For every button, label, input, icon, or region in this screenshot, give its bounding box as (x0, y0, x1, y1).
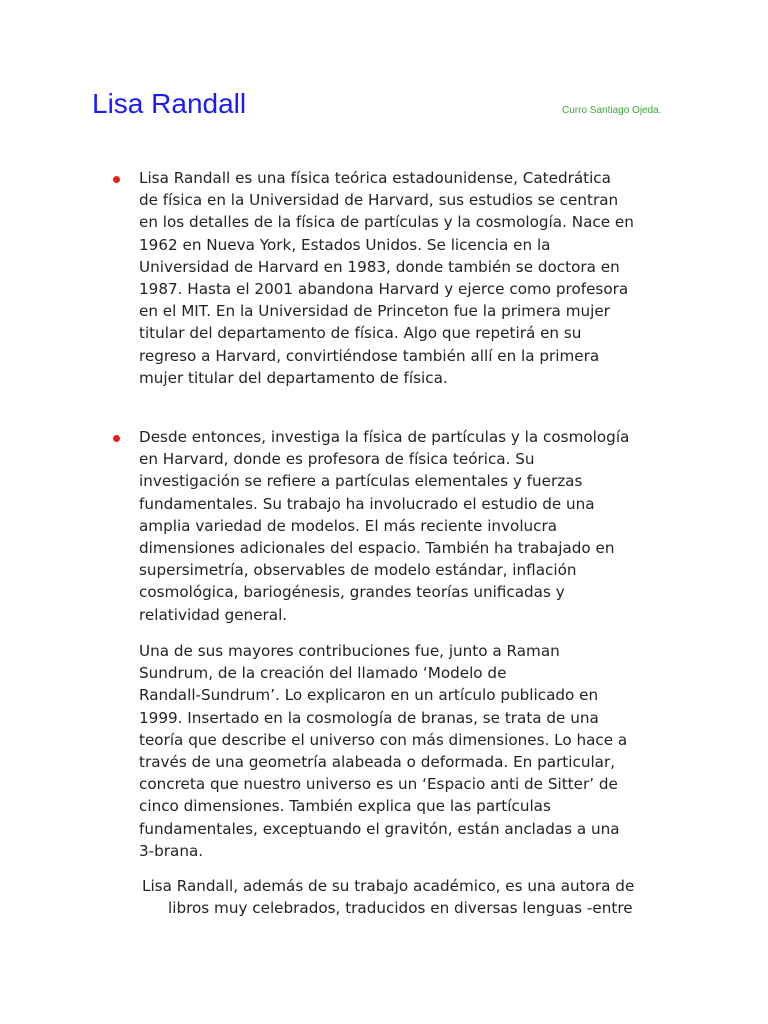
body-paragraph (139, 640, 627, 862)
text-line: amplia variedad de modelos. El más reciente involucra (139, 516, 558, 535)
text-line: supersimetría, observables de modelo estándar, inflación (139, 561, 577, 580)
text-line: mujer titular del departamento de física. (139, 368, 448, 387)
text-line: en el MIT. En la Universidad de Princeton fue la primera mujer (139, 302, 610, 321)
text-line: concreta que nuestro universo es un ‘Espacio anti de Sitter’ de (139, 775, 618, 794)
text-line: en Harvard, donde es profesora de física teórica. Su (139, 450, 535, 469)
text-line: regreso a Harvard, convirtiéndose también allí en la primera (139, 346, 600, 365)
text-line: Universidad de Harvard en 1983, donde también se doctora en (139, 257, 620, 276)
text-line: cosmológica, bariogénesis, grandes teorías unificadas y (139, 583, 565, 602)
bullet-dot-icon (113, 176, 120, 183)
text-line: teoría que describe el universo con más dimensiones. Lo hace a (139, 730, 628, 749)
text-line: en los detalles de la física de partículas y la cosmología. Nace en (139, 213, 634, 232)
text-line: titular del departamento de física. Algo que repetirá en su (139, 324, 582, 343)
text-line: Desde entonces, investiga la física de partículas y la cosmología (139, 428, 630, 446)
text-line: investigación se refiere a partículas elementales y fuerzas (139, 472, 583, 491)
bullet-text (139, 426, 629, 626)
text-line: Lisa Randall, además de su trabajo académico, es una autora de (142, 877, 635, 895)
text-line: libros muy celebrados, traducidos en diversas lenguas -entre (168, 899, 633, 918)
text-line: cinco dimensiones. También explica que las partículas (139, 797, 551, 816)
bullet-dot-icon (113, 435, 120, 442)
text-line: fundamentales. Su trabajo ha involucrado el estudio de una (139, 494, 595, 513)
text-line: relatividad general. (139, 605, 288, 624)
text-line: de física en la Universidad de Harvard, sus estudios se centran (139, 191, 619, 210)
text-line: 1987. Hasta el 2001 abandona Harvard y ejerce como profesora (139, 280, 629, 299)
text-line: Sundrum, de la creación del llamado ‘Modelo de (139, 664, 507, 683)
document-title: Lisa Randall (92, 88, 247, 119)
author-name: Curro Santiago Ojeda. (562, 105, 662, 116)
closing-paragraph (142, 875, 634, 919)
text-line: dimensiones adicionales del espacio. También ha trabajado en (139, 539, 615, 558)
text-line: 1999. Insertado en la cosmología de branas, se trata de una (139, 708, 599, 727)
text-line: 1962 en Nueva York, Estados Unidos. Se licencia en la (139, 235, 551, 254)
text-line: Una de sus mayores contribuciones fue, junto a Raman (139, 642, 560, 660)
text-line: Randall-Sundrum’. Lo explicaron en un artículo publicado en (139, 686, 599, 705)
text-line: Lisa Randall es una física teórica estadounidense, Catedrática (139, 169, 611, 187)
text-line: través de una geometría alabeada o deformada. En particular, (139, 753, 616, 772)
bullet-text (139, 167, 634, 389)
text-line: 3-brana. (139, 841, 204, 860)
text-line: fundamentales, exceptuando el gravitón, están ancladas a una (139, 819, 620, 838)
